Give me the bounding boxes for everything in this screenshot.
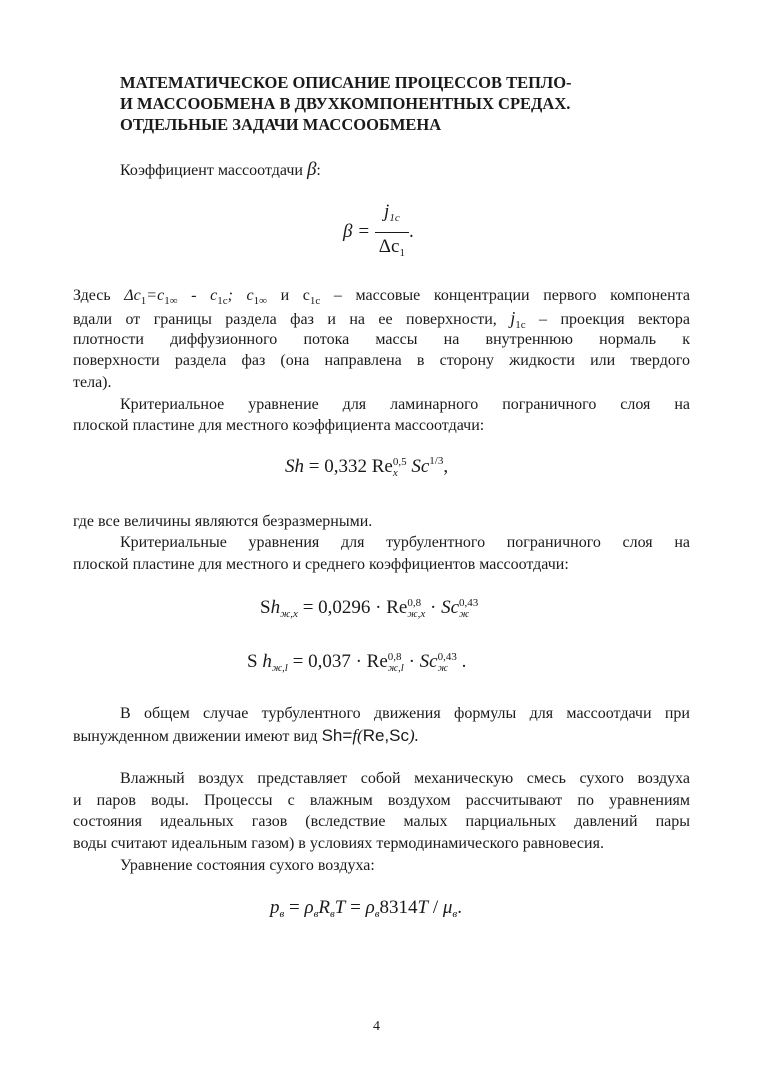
- title-line-2: И МАССООБМЕНА В ДВУХКОМПОНЕНТНЫХ СРЕДАХ.: [120, 94, 571, 113]
- eq4-mid: = 0,037 · Re: [287, 651, 388, 672]
- eq1-numerator: [375, 200, 409, 233]
- eq3-re-indices: [407, 598, 425, 620]
- eq3-sc-sup: 0,43: [459, 596, 479, 609]
- section-title: [120, 72, 680, 135]
- para1-line3: плотности диффузионного потока массы на внутреннюю нормаль к: [73, 331, 690, 348]
- eq4-re-sup: 0,8: [387, 650, 402, 663]
- para3: где все величины являются безразмерными.: [73, 513, 373, 530]
- eq5-r-sub: в: [330, 908, 335, 920]
- eq3-re-sub: ж,x: [407, 607, 426, 620]
- eq4-dot: ·: [403, 651, 420, 672]
- equation-sh-local: [260, 596, 478, 626]
- eq4-re-indices: [388, 652, 404, 674]
- eq4-h: h: [262, 651, 272, 672]
- eq3-re-sup: 0,8: [407, 596, 422, 609]
- para7: Уравнение состояния сухого воздуха:: [120, 857, 375, 874]
- eq2-sc-sup: 1/3: [429, 455, 444, 467]
- title-line-3: ОТДЕЛЬНЫЕ ЗАДАЧИ МАССООБМЕНА: [120, 115, 442, 134]
- eq4-sc-sub: ж: [437, 661, 448, 674]
- eq1-den-dc: Δc: [378, 236, 400, 257]
- para4-line1: Критериальные уравнения для турбулентного пограничного слоя на: [120, 534, 690, 551]
- p5-l2-a: вынужденном движении имеют вид: [73, 728, 322, 745]
- p5-l2-resc: Re,Sc: [362, 726, 409, 745]
- eq5-num: 8314: [379, 897, 418, 918]
- para1-line5: тела).: [73, 374, 112, 391]
- eq5-period: .: [457, 897, 462, 918]
- eq4-h-sub: ж,l: [271, 662, 288, 674]
- p5-l2-end: ).: [409, 726, 419, 745]
- intro-text: Коэффициент массоотдачи: [120, 162, 307, 179]
- eq5-p-sub: в: [279, 908, 285, 920]
- page-number: 4: [373, 1019, 380, 1034]
- intro-line: [120, 160, 321, 181]
- p1-rest: – массовые концентрации первого компонента: [320, 287, 690, 304]
- eq5-t2: T: [417, 897, 429, 918]
- eq3-h-sub: ж,x: [280, 608, 298, 620]
- eq1-period: .: [408, 220, 414, 242]
- eq3-h: h: [270, 597, 281, 618]
- eq4-s: S: [247, 651, 263, 672]
- p1-c4: и c: [267, 287, 310, 304]
- eq4-sc-sup: 0,43: [437, 650, 457, 663]
- eq5-r: R: [318, 897, 331, 918]
- p1-l2-j: j: [510, 308, 516, 328]
- eq4-sc: Sc: [419, 651, 438, 672]
- p1-l2-rest: – проекция вектора: [525, 311, 691, 328]
- para6-line1: Влажный воздух представляет собой механическую смесь сухого воздуха: [120, 770, 690, 787]
- eq2-re-indices: [393, 457, 407, 479]
- eq3-mid: = 0,0296 · Re: [297, 597, 408, 618]
- eq4-sc-indices: [438, 652, 457, 674]
- p1-s3: 1c: [217, 295, 228, 307]
- para5-line2: [73, 726, 419, 747]
- eq1-lhs: β =: [343, 220, 371, 242]
- eq3-sc-sub: ж: [459, 607, 470, 620]
- p1-l2-sub: 1c: [515, 319, 526, 331]
- p5-l2-sh: Sh=: [321, 726, 353, 745]
- title-line-1: МАТЕМАТИЧЕСКОЕ ОПИСАНИЕ ПРОЦЕССОВ ТЕПЛО-: [120, 73, 572, 92]
- equation-sh-laminar: [285, 455, 448, 479]
- para4-line2: плоской пластине для местного и среднего коэффициентов массоотдачи:: [73, 556, 569, 573]
- intro-colon: :: [316, 162, 321, 179]
- eq2-comma: ,: [443, 456, 449, 477]
- eq4-re-sub: ж,l: [387, 661, 404, 674]
- para2-line1: Критериальное уравнение для ламинарного пограничного слоя на: [120, 396, 690, 413]
- eq2-mid: = 0,332 Re: [304, 456, 393, 477]
- p1-t: Здесь: [73, 287, 125, 304]
- eq5-p: p: [270, 897, 280, 918]
- eq1-denominator: [375, 233, 409, 265]
- eq2-sc-indices: [429, 456, 443, 467]
- eq5-rho-sub: в: [313, 908, 319, 920]
- p1-c2: - c: [177, 287, 218, 304]
- p5-l2-f: f(: [352, 726, 363, 745]
- eq5-eq1: =: [284, 897, 305, 918]
- eq2-re-sup: 0,5: [392, 455, 407, 468]
- p1-l2-a: вдали от границы раздела фаз и на ее поверхности,: [73, 311, 511, 328]
- beta-symbol: β: [306, 159, 317, 180]
- eq5-rho: ρ: [304, 897, 314, 918]
- eq3-s: S: [260, 597, 271, 618]
- eq3-dot: ·: [425, 597, 442, 618]
- eq2-sc: Sc: [411, 456, 430, 477]
- eq1-den-sub: 1: [399, 247, 405, 259]
- equation-beta: [343, 200, 414, 265]
- p1-c3: ; c: [227, 287, 254, 304]
- para5-line1: В общем случае турбулентного движения формулы для массоотдачи при: [120, 705, 690, 722]
- para1-line4: поверхности раздела фаз (она направлена в сторону жидкости или твердого: [73, 352, 690, 369]
- para6-line2: и паров воды. Процессы с влажным воздухом рассчитывают по уравнениям: [73, 792, 690, 809]
- eq5-rho2: ρ: [365, 897, 375, 918]
- eq5-mu-sub: в: [452, 908, 458, 920]
- eq1-num-j: j: [384, 201, 390, 222]
- eq1-fraction: [375, 200, 409, 265]
- eq2-re-sub: x: [392, 466, 398, 479]
- eq5-eq2: =: [345, 897, 366, 918]
- para6-line3: состояния идеальных газов (вследствие малых парциальных давлений пары: [73, 813, 690, 830]
- p1-dc: Δc: [124, 287, 141, 304]
- equation-state: [270, 896, 462, 926]
- eq3-sc-indices: [459, 598, 478, 620]
- p1-s2: 1∞: [164, 295, 178, 307]
- eq5-rho2-sub: в: [374, 908, 380, 920]
- p1-c1: =c: [146, 287, 165, 304]
- eq3-sc: Sc: [441, 597, 459, 618]
- eq2-sh: Sh: [285, 456, 304, 477]
- eq5-t: T: [334, 897, 346, 918]
- para6-line4: воды считают идеальным газом) в условиях термодинамического равновесия.: [73, 835, 604, 852]
- eq5-mu: μ: [442, 897, 453, 918]
- p1-s1: 1: [140, 295, 147, 307]
- equation-sh-mean: [247, 650, 466, 680]
- p1-s5: 1c: [309, 295, 321, 307]
- para2-line2: плоской пластине для местного коэффициента массоотдачи:: [73, 417, 485, 434]
- eq5-slash: /: [428, 897, 443, 918]
- eq4-period: .: [456, 651, 467, 672]
- p1-s4: 1∞: [253, 295, 267, 307]
- eq1-num-sub: 1c: [389, 212, 400, 224]
